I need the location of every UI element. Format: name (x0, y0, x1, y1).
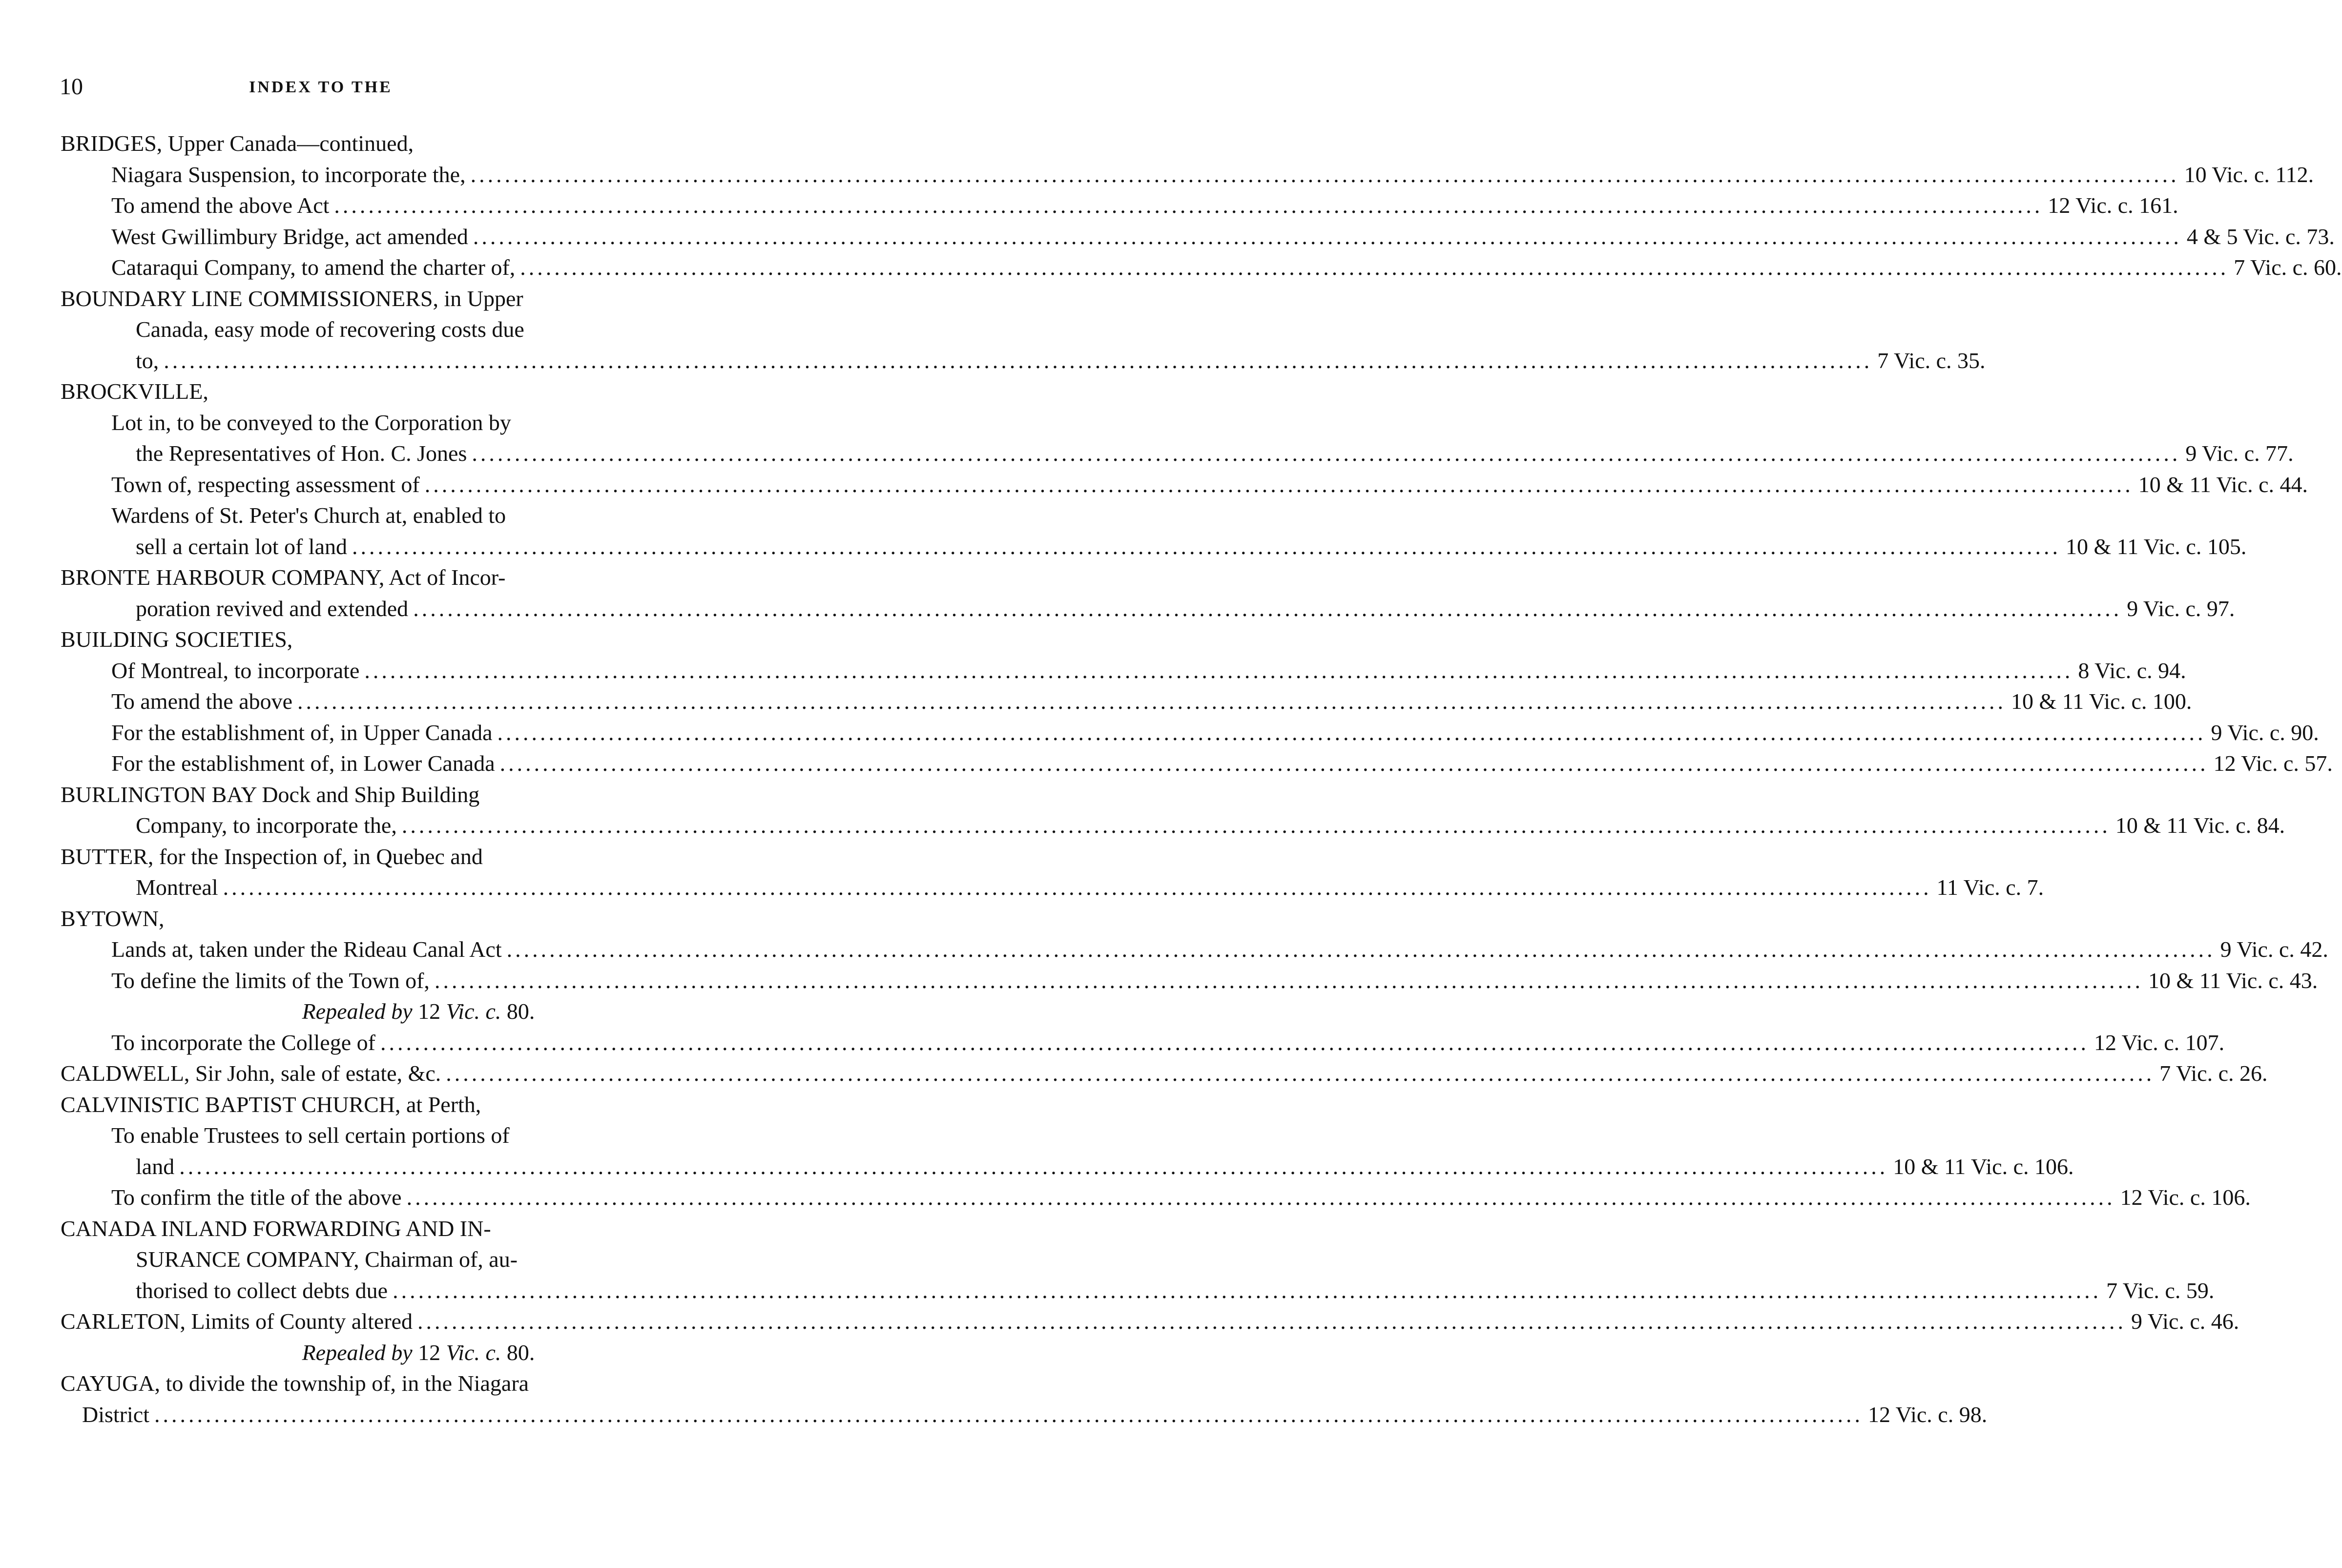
index-line (0, 717, 2319, 748)
index-line (0, 283, 856, 314)
index-entry (111, 190, 2178, 221)
index-line (0, 1399, 1988, 1430)
index-entry (111, 159, 2314, 190)
index-line (0, 1151, 2074, 1182)
index-line (0, 996, 856, 1027)
index-heading: BYTOWN, (61, 906, 165, 931)
index-line (0, 314, 856, 345)
index-line (0, 190, 2178, 221)
index-heading: BRONTE HARBOUR COMPANY, Act of Incor- (61, 565, 506, 590)
index-line (0, 593, 2235, 624)
entry-label: West Gwillimbury Bridge, act amended (111, 224, 468, 249)
entry-label: poration revived and extended (136, 596, 409, 621)
entry-label: Montreal (136, 875, 218, 900)
index-entry (111, 1182, 2251, 1213)
index-line (0, 748, 2333, 779)
index-entry (136, 1275, 2215, 1306)
index-line (0, 1275, 2215, 1306)
repeal-note-year: 12 (412, 999, 446, 1024)
statute-reference: 10 Vic. c. 112. (2184, 162, 2314, 187)
repeal-note-italic-vic: Vic. c. (446, 999, 501, 1024)
dot-leader: ........................................................................................................................................................................................................ (470, 162, 2179, 187)
dot-leader: ........................................................................................................................................................................................................ (424, 472, 2134, 497)
dot-leader: ........................................................................................................................................................................................................ (446, 1061, 2155, 1086)
page-header (60, 73, 775, 103)
dot-leader: ........................................................................................................................................................................................................ (334, 193, 2043, 218)
repeal-note-italic: Repealed by (302, 999, 413, 1024)
statute-reference: 10 & 11 Vic. c. 106. (1893, 1154, 2074, 1179)
index-line (0, 686, 2192, 717)
repeal-note-year: 12 (412, 1340, 446, 1365)
index-subline: SURANCE COMPANY, Chairman of, au- (136, 1247, 518, 1272)
statute-reference: 9 Vic. c. 42. (2220, 937, 2328, 962)
index-heading: CAYUGA, to divide the township of, in the Niagara (61, 1371, 529, 1396)
statute-reference: 9 Vic. c. 46. (2131, 1309, 2239, 1334)
entry-label: to, (136, 348, 159, 373)
index-line (0, 872, 2044, 903)
statute-reference: 12 Vic. c. 57. (2213, 751, 2333, 776)
index-entry (111, 655, 2186, 686)
index-entry (82, 1399, 1988, 1430)
entry-label: For the establishment of, in Upper Canada (111, 720, 493, 745)
entry-label: the Representatives of Hon. C. Jones (136, 441, 467, 466)
dot-leader: ........................................................................................................................................................................................................ (497, 720, 2206, 745)
index-line (0, 810, 2285, 841)
index-entry (111, 221, 2335, 252)
dot-leader: ........................................................................................................................................................................................................ (154, 1402, 1863, 1427)
index-entry (136, 872, 2044, 903)
index-entry (136, 531, 2247, 562)
entry-label: thorised to collect debts due (136, 1278, 388, 1303)
index-line (0, 1089, 856, 1120)
statute-reference: 8 Vic. c. 94. (2078, 658, 2186, 683)
index-entry (111, 965, 2318, 996)
index-heading: BUTTER, for the Inspection of, in Quebec and (61, 844, 483, 869)
index-entry (136, 593, 2235, 624)
index-heading: CANADA INLAND FORWARDING AND IN- (61, 1216, 491, 1241)
statute-reference: 9 Vic. c. 97. (2127, 596, 2235, 621)
entry-label: To amend the above Act (111, 193, 330, 218)
index-entry (111, 469, 2308, 500)
statute-reference: 7 Vic. c. 26. (2159, 1061, 2268, 1086)
statute-reference: 12 Vic. c. 106. (2120, 1185, 2251, 1210)
index-entry (111, 1027, 2225, 1058)
index-entry (111, 252, 2342, 283)
statute-reference: 11 Vic. c. 7. (1936, 875, 2044, 900)
dot-leader: ........................................................................................................................................................................................................ (406, 1185, 2115, 1210)
index-subline: Lot in, to be conveyed to the Corporation by (111, 410, 511, 435)
index-line (0, 841, 856, 872)
index-line (0, 500, 856, 531)
index-entry (111, 717, 2319, 748)
dot-leader: ........................................................................................................................................................................................................ (223, 875, 1932, 900)
index-entry (111, 748, 2333, 779)
index-line (0, 407, 856, 438)
index-line (0, 965, 2318, 996)
index-entries (0, 128, 2342, 1430)
statute-reference: 12 Vic. c. 107. (2093, 1030, 2225, 1055)
index-heading: CALVINISTIC BAPTIST CHURCH, at Perth, (61, 1092, 481, 1117)
index-line (0, 345, 1986, 376)
index-line (0, 128, 856, 159)
dot-leader: ........................................................................................................................................................................................................ (393, 1278, 2102, 1303)
index-entry (136, 438, 2294, 469)
dot-leader: ........................................................................................................................................................................................................ (364, 658, 2073, 683)
index-line (0, 1182, 2251, 1213)
entry-label: land (136, 1154, 175, 1179)
statute-reference: 10 & 11 Vic. c. 44. (2138, 472, 2308, 497)
index-line (0, 624, 856, 655)
repeal-note-chapter: 80. (501, 999, 535, 1024)
statute-reference: 10 & 11 Vic. c. 105. (2066, 534, 2247, 559)
repeal-note (61, 996, 776, 1027)
index-line (0, 562, 856, 593)
dot-leader: ........................................................................................................................................................................................................ (179, 1154, 1888, 1179)
index-line (0, 376, 856, 407)
entry-label: District (82, 1402, 149, 1427)
statute-reference: 7 Vic. c. 35. (1877, 348, 1986, 373)
entry-label: To confirm the title of the above (111, 1185, 402, 1210)
index-line (0, 1337, 856, 1368)
page-number: 10 (60, 74, 83, 100)
entry-label: Cataraqui Company, to amend the charter of, (111, 255, 516, 280)
dot-leader: ........................................................................................................................................................................................................ (473, 224, 2182, 249)
statute-reference: 7 Vic. c. 60. (2234, 255, 2342, 280)
index-line (0, 1027, 2225, 1058)
entry-label: Lands at, taken under the Rideau Canal Act (111, 937, 502, 962)
index-line (0, 1120, 856, 1151)
statute-reference: 7 Vic. c. 59. (2106, 1278, 2215, 1303)
index-subline: Canada, easy mode of recovering costs due (136, 317, 524, 342)
index-line (0, 438, 2294, 469)
index-entry (61, 1306, 2239, 1337)
statute-reference: 9 Vic. c. 90. (2211, 720, 2319, 745)
dot-leader: ........................................................................................................................................................................................................ (297, 689, 2007, 714)
entry-label: Of Montreal, to incorporate (111, 658, 360, 683)
dot-leader: ........................................................................................................................................................................................................ (499, 751, 2209, 776)
index-line (0, 1213, 856, 1244)
index-entry (111, 686, 2192, 717)
index-line (0, 1306, 2239, 1337)
repeal-note-italic: Repealed by (302, 1340, 413, 1365)
dot-leader: ........................................................................................................................................................................................................ (413, 596, 2122, 621)
index-entry (136, 810, 2285, 841)
statute-reference: 12 Vic. c. 161. (2048, 193, 2178, 218)
index-line (0, 159, 2314, 190)
statute-reference: 4 & 5 Vic. c. 73. (2186, 224, 2335, 249)
entry-label: CARLETON, Limits of County altered (61, 1309, 413, 1334)
entry-label: Niagara Suspension, to incorporate the, (111, 162, 466, 187)
entry-label: CALDWELL, Sir John, sale of estate, &c. (61, 1061, 441, 1086)
repeal-note (61, 1337, 776, 1368)
statute-reference: 10 & 11 Vic. c. 100. (2011, 689, 2192, 714)
index-entry (136, 1151, 2074, 1182)
running-title: INDEX TO THE (249, 78, 393, 96)
index-line (0, 934, 2328, 965)
index-line (0, 1244, 856, 1275)
entry-label: To define the limits of the Town of, (111, 968, 430, 993)
entry-label: To incorporate the College of (111, 1030, 375, 1055)
index-heading: BROCKVILLE, (61, 379, 208, 404)
index-line (0, 221, 2335, 252)
index-line (0, 779, 856, 810)
index-subline: To enable Trustees to sell certain portions of (111, 1123, 510, 1148)
dot-leader: ........................................................................................................................................................................................................ (520, 255, 2229, 280)
index-line (0, 469, 2308, 500)
entry-label: sell a certain lot of land (136, 534, 348, 559)
statute-reference: 10 & 11 Vic. c. 84. (2115, 813, 2285, 838)
dot-leader: ........................................................................................................................................................................................................ (417, 1309, 2127, 1334)
statute-reference: 10 & 11 Vic. c. 43. (2148, 968, 2318, 993)
index-line (0, 655, 2186, 686)
dot-leader: ........................................................................................................................................................................................................ (472, 441, 2181, 466)
index-line (0, 1058, 2268, 1089)
statute-reference: 12 Vic. c. 98. (1867, 1402, 1988, 1427)
index-line (0, 531, 2247, 562)
dot-leader: ........................................................................................................................................................................................................ (434, 968, 2143, 993)
entry-label: To amend the above (111, 689, 293, 714)
index-heading: BURLINGTON BAY Dock and Ship Building (61, 782, 480, 807)
repeal-note-italic-vic: Vic. c. (446, 1340, 501, 1365)
index-entry (61, 1058, 2268, 1089)
index-line (0, 903, 856, 934)
index-line (0, 1368, 856, 1399)
repeal-note-chapter: 80. (501, 1340, 535, 1365)
statute-reference: 9 Vic. c. 77. (2185, 441, 2294, 466)
entry-label: For the establishment of, in Lower Canada (111, 751, 495, 776)
index-heading: BUILDING SOCIETIES, (61, 627, 293, 652)
dot-leader: ........................................................................................................................................................................................................ (352, 534, 2061, 559)
dot-leader: ........................................................................................................................................................................................................ (401, 813, 2111, 838)
entry-label: Town of, respecting assessment of (111, 472, 420, 497)
dot-leader: ........................................................................................................................................................................................................ (164, 348, 1873, 373)
index-heading: BOUNDARY LINE COMMISSIONERS, in Upper (61, 286, 523, 311)
entry-label: Company, to incorporate the, (136, 813, 397, 838)
dot-leader: ........................................................................................................................................................................................................ (506, 937, 2216, 962)
index-entry (136, 345, 1986, 376)
index-subline: Wardens of St. Peter's Church at, enabled to (111, 503, 506, 528)
index-entry (111, 934, 2328, 965)
dot-leader: ........................................................................................................................................................................................................ (380, 1030, 2089, 1055)
index-heading: BRIDGES, Upper Canada—continued, (61, 131, 414, 156)
index-line (0, 252, 2342, 283)
